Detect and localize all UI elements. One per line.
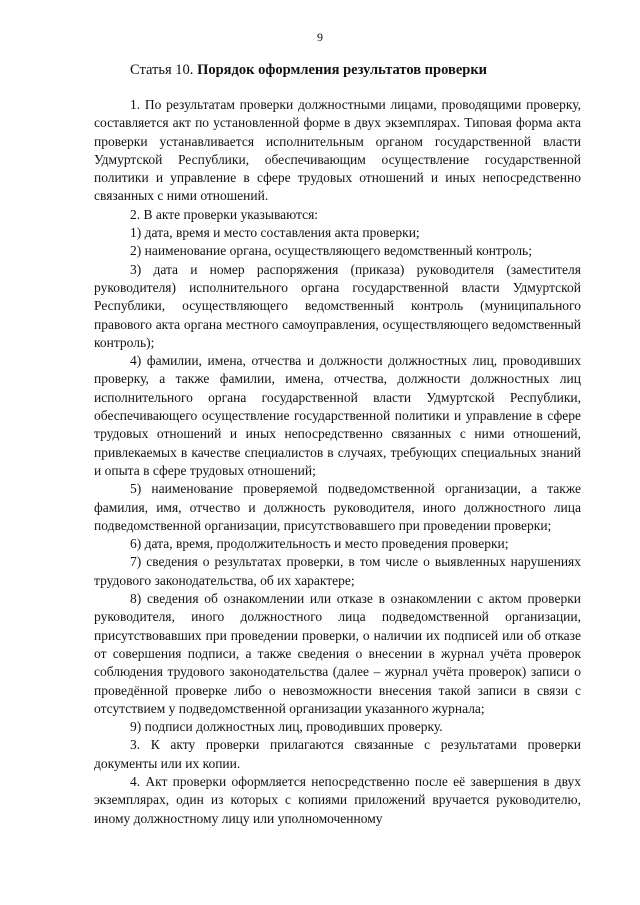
paragraph-1: 1. По результатам проверки должностными лицами, проводящими проверку, составляется акт по установленной форме в двух экземплярах. Типовая форма акта проверки устанавливается исполнительным органом государственной власти Удмуртской Республики, обеспечивающим осуществление государственной политики и управление в сфере трудовых отношений и иных непосредственно связанных с ними отношений.: [94, 97, 581, 204]
list-item-3: 3) дата и номер распоряжения (приказа) руководителя (заместителя руководителя) исполнительного органа государственной власти Удмуртской Республики, осуществляющего ведомственный контроль (муниципального правового акта органа местного самоуправления, осуществляющего ведомственный контроль);: [94, 261, 581, 350]
list-item-7: 7) сведения о результатах проверки, в том числе о выявленных нарушениях трудового законодательства, об их характере;: [94, 554, 581, 588]
article-heading: [130, 62, 487, 79]
list-item-6: 6) дата, время, продолжительность и место проведения проверки;: [130, 536, 509, 552]
paragraph-4: 4. Акт проверки оформляется непосредственно после её завершения в двух экземплярах, один из которых с копиями приложений вручается руководителю, иному должностному лицу или уполномоченному: [94, 773, 581, 826]
list-item-4: 4) фамилии, имена, отчества и должности должностных лиц, проводивших проверку, а также фамилии, имена, отчества, должности должностных лиц исполнительного органа государственной власти Удмуртской Республики, обеспечивающего осуществление государственной политики и управление в сфере трудовых отношений и иных непосредственно связанных с ними отношений, привлекаемых в качестве специалистов в случаях, требующих специальных знаний и опыта в сфере трудовых отношений;: [94, 353, 581, 478]
paragraph-2: 2. В акте проверки указываются:: [130, 206, 319, 222]
list-item-1: 1) дата, время и место составления акта проверки;: [130, 225, 420, 241]
article-body: [94, 96, 581, 828]
article-number: Статья 10.: [130, 62, 194, 78]
article-title: Порядок оформления результатов проверки: [197, 62, 488, 78]
paragraph-3: 3. К акту проверки прилагаются связанные с результатами проверки документы или их копии.: [94, 737, 581, 771]
list-item-2: 2) наименование органа, осуществляющего ведомственный контроль;: [130, 243, 532, 259]
list-item-5: 5) наименование проверяемой подведомственной организации, а также фамилия, имя, отчество и должность руководителя, иного должностного лица подведомственной организации, присутствовавшего при проведении проверки;: [94, 481, 581, 533]
page-number: 9: [317, 30, 323, 44]
list-item-9: 9) подписи должностных лиц, проводивших проверку.: [130, 719, 443, 735]
list-item-8: 8) сведения об ознакомлении или отказе в ознакомлении с актом проверки руководителя, иного должностного лица подведомственной организации, присутствовавших при проведении проверки, о наличии их подписей или об отказе от совершения подписи, а также сведения о внесении в журнал учёта проверок соблюдения трудового законодательства (далее – журнал учёта проверок) записи о проведённой проверке либо о невозможности внесения такой записи в связи с отсутствием у подведомственной организации указанного журнала;: [94, 591, 581, 716]
